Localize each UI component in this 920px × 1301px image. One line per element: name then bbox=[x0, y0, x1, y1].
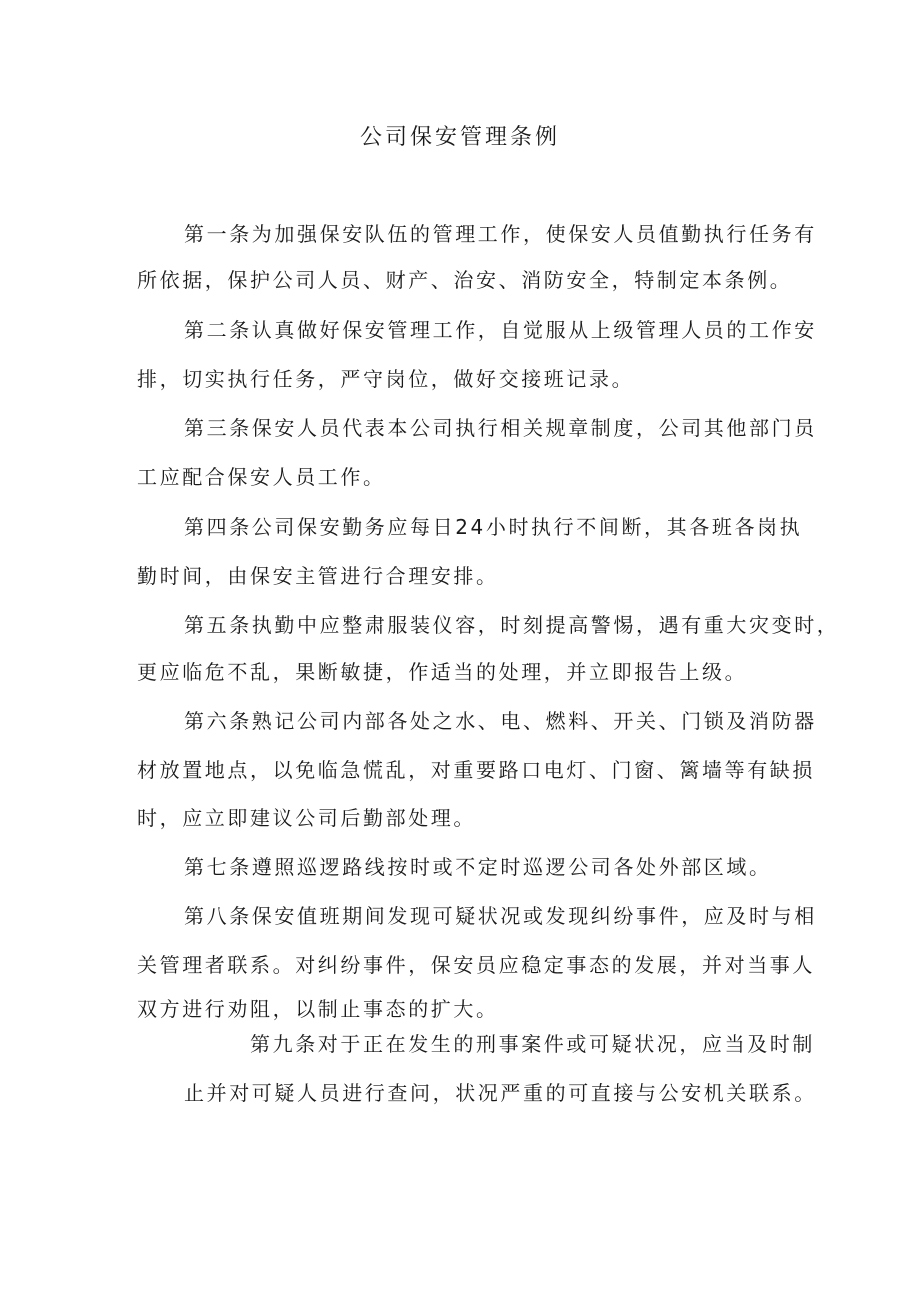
text-line: 工应配合保安人员工作。 bbox=[137, 465, 386, 489]
text-line: 时，应立即建议公司后勤部处理。 bbox=[137, 806, 476, 830]
text-line: 第六条熟记公司内部各处之水、电、燃料、开关、门锁及消防器 bbox=[184, 709, 817, 733]
text-line: 第五条执勤中应整肃服装仪容，时刻提高警惕，遇有重大灾变时， bbox=[184, 613, 840, 637]
text-line: 第一条为加强保安队伍的管理工作，使保安人员值勤执行任务有 bbox=[184, 222, 817, 246]
text-line: 关管理者联系。对纠纷事件，保安员应稳定事态的发展，并对当事人 bbox=[137, 953, 815, 977]
text-line: 第二条认真做好保安管理工作，自觉服从上级管理人员的工作安 bbox=[184, 318, 817, 342]
text-line: 所依据，保护公司人员、财产、治安、消防安全，特制定本条例。 bbox=[137, 268, 793, 292]
text-line: 第九条对于正在发生的刑事案件或可疑状况，应当及时制 bbox=[250, 1032, 815, 1056]
text-line: 更应临危不乱，果断敏捷，作适当的处理，并立即报告上级。 bbox=[137, 660, 748, 684]
text-line: 第八条保安值班期间发现可疑状况或发现纠纷事件，应及时与相 bbox=[184, 904, 817, 928]
text-line: 勤时间，由保安主管进行合理安排。 bbox=[137, 564, 499, 588]
document-title: 公司保安管理条例 bbox=[359, 125, 560, 150]
text-line: 材放置地点，以免临急慌乱，对重要路口电灯、门窗、篱墙等有缺损 bbox=[137, 758, 815, 782]
text-line: 第三条保安人员代表本公司执行相关规章制度，公司其他部门员 bbox=[184, 416, 817, 440]
text-line: 第七条遵照巡逻路线按时或不定时巡逻公司各处外部区域。 bbox=[184, 855, 772, 879]
text-line: 排，切实执行任务，严守岗位，做好交接班记录。 bbox=[137, 367, 635, 391]
text-line: 双方进行劝阻，以制止事态的扩大。 bbox=[137, 997, 499, 1021]
text-line: 第四条公司保安勤务应每日24小时执行不间断，其各班各岗执 bbox=[184, 515, 803, 539]
text-line: 止并对可疑人员进行查问，状况严重的可直接与公安机关联系。 bbox=[184, 1081, 817, 1105]
